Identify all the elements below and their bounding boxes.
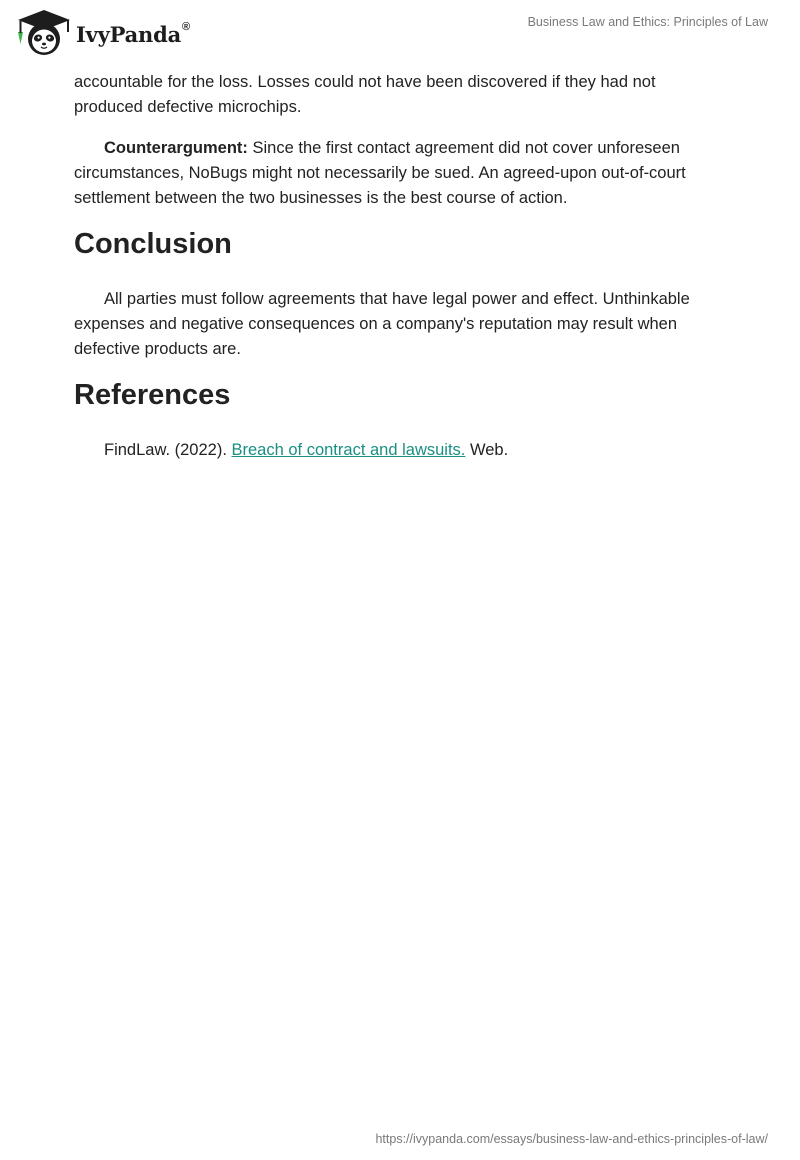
panda-graduate-icon	[14, 8, 74, 58]
continued-paragraph: accountable for the loss. Losses could not have been discovered if they had not produced defective microchips.	[74, 73, 656, 116]
essay-content	[74, 70, 724, 479]
counterargument-paragraph	[74, 136, 724, 211]
conclusion-heading: Conclusion	[74, 228, 232, 260]
ivypanda-logo[interactable]	[14, 8, 190, 58]
reference-prefix: FindLaw. (2022).	[104, 441, 232, 459]
reference-suffix: Web.	[465, 441, 509, 459]
counterargument-label: Counterargument:	[104, 139, 248, 157]
footer-url: https://ivypanda.com/essays/business-law-and-ethics-principles-of-law/	[375, 1132, 768, 1146]
document-title: Business Law and Ethics: Principles of Law	[527, 15, 768, 29]
counterargument-text: Since the first contact agreement did not cover unforeseen circumstances, NoBugs might not necessarily be sued. An agreed-upon out-of-court settlement between the two businesses is the best course of action.	[74, 139, 686, 207]
conclusion-paragraph: All parties must follow agreements that have legal power and effect. Unthinkable expenses and negative consequences on a company's reputation may result when defective products are.	[74, 290, 690, 358]
logo-wordmark: IvyPanda®	[76, 20, 190, 47]
page-header	[0, 0, 800, 62]
reference-link[interactable]: Breach of contract and lawsuits.	[231, 441, 466, 459]
references-heading: References	[74, 379, 231, 411]
reference-entry	[74, 438, 724, 463]
